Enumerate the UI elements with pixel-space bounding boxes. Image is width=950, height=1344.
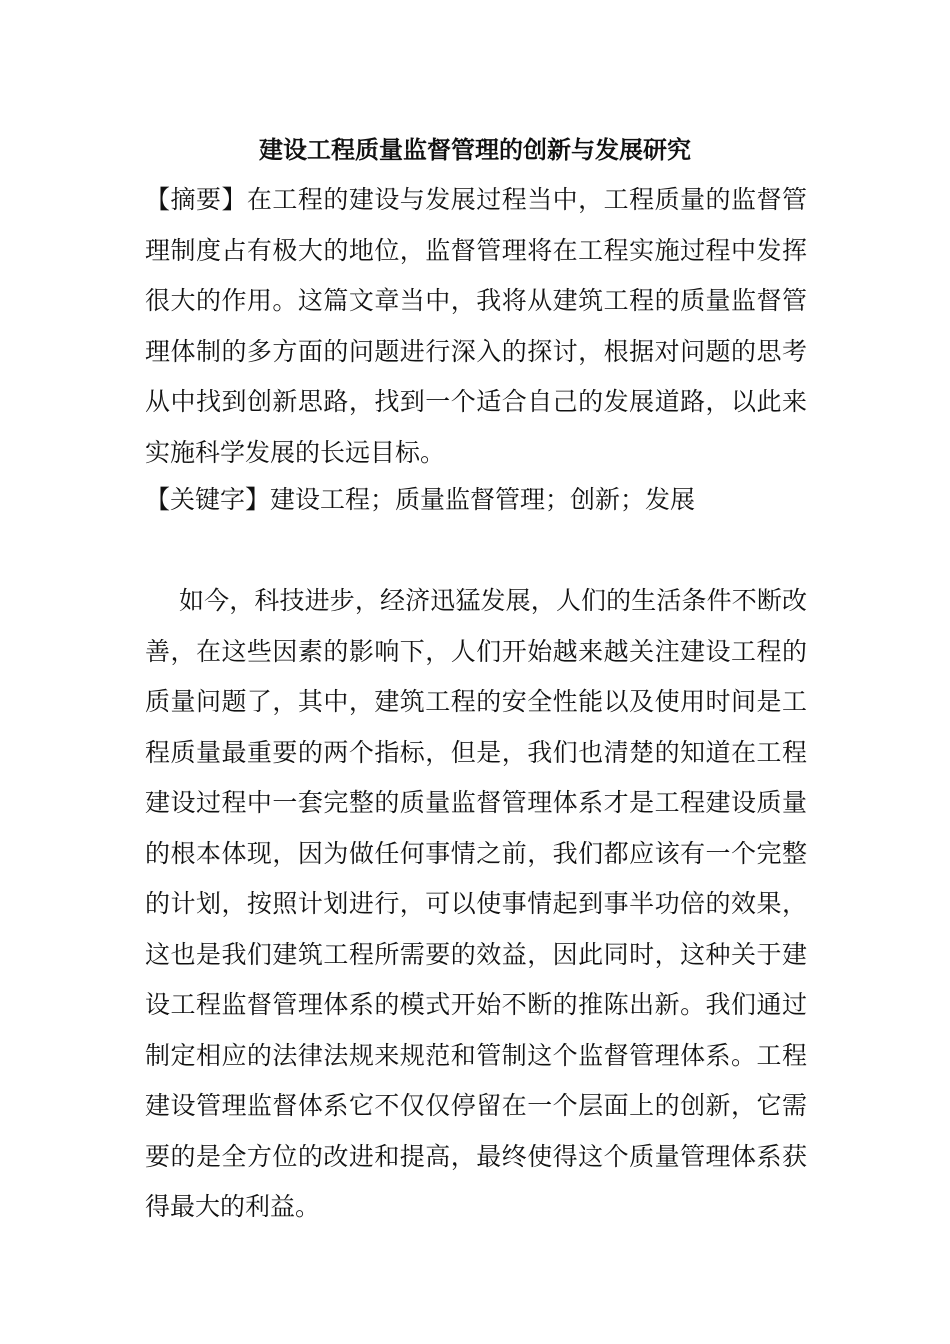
keywords-line: 【关键字】建设工程；质量监督管理；创新；发展 (145, 485, 696, 514)
document-title: 建设工程质量监督管理的创新与发展研究 (259, 135, 691, 164)
body-paragraph: 如今，科技进步，经济迅猛发展，人们的生活条件不断改善，在这些因素的影响下，人们开始越来越关注建设工程的质量问题了，其中，建筑工程的安全性能以及使用时间是工程质量最重要的两个指标，但是，我们也清楚的知道在工程建设过程中一套完整的质量监督管理体系才是工程建设质量的根本体现，因为做任何事情之前，我们都应该有一个完整的计划，按照计划进行，可以使事情起到事半功倍的效果，这也是我们建筑工程所需要的效益，因此同时，这种关于建设工程监督管理体系的模式开始不断的推陈出新。我们通过制定相应的法律法规来规范和管制这个监督管理体系。工程建设管理监督体系它不仅仅停留在一个层面上的创新，它需要的是全方位的改进和提高，最终使得这个质量管理体系获得最大的利益。 (145, 586, 807, 1221)
abstract-paragraph: 【摘要】在工程的建设与发展过程当中，工程质量的监督管理制度占有极大的地位，监督管理将在工程实施过程中发挥很大的作用。这篇文章当中，我将从建筑工程的质量监督管理体制的多方面的问题进行深入的探讨，根据对问题的思考从中找到创新思路，找到一个适合自己的发展道路，以此来实施科学发展的长远目标。 (145, 185, 807, 467)
